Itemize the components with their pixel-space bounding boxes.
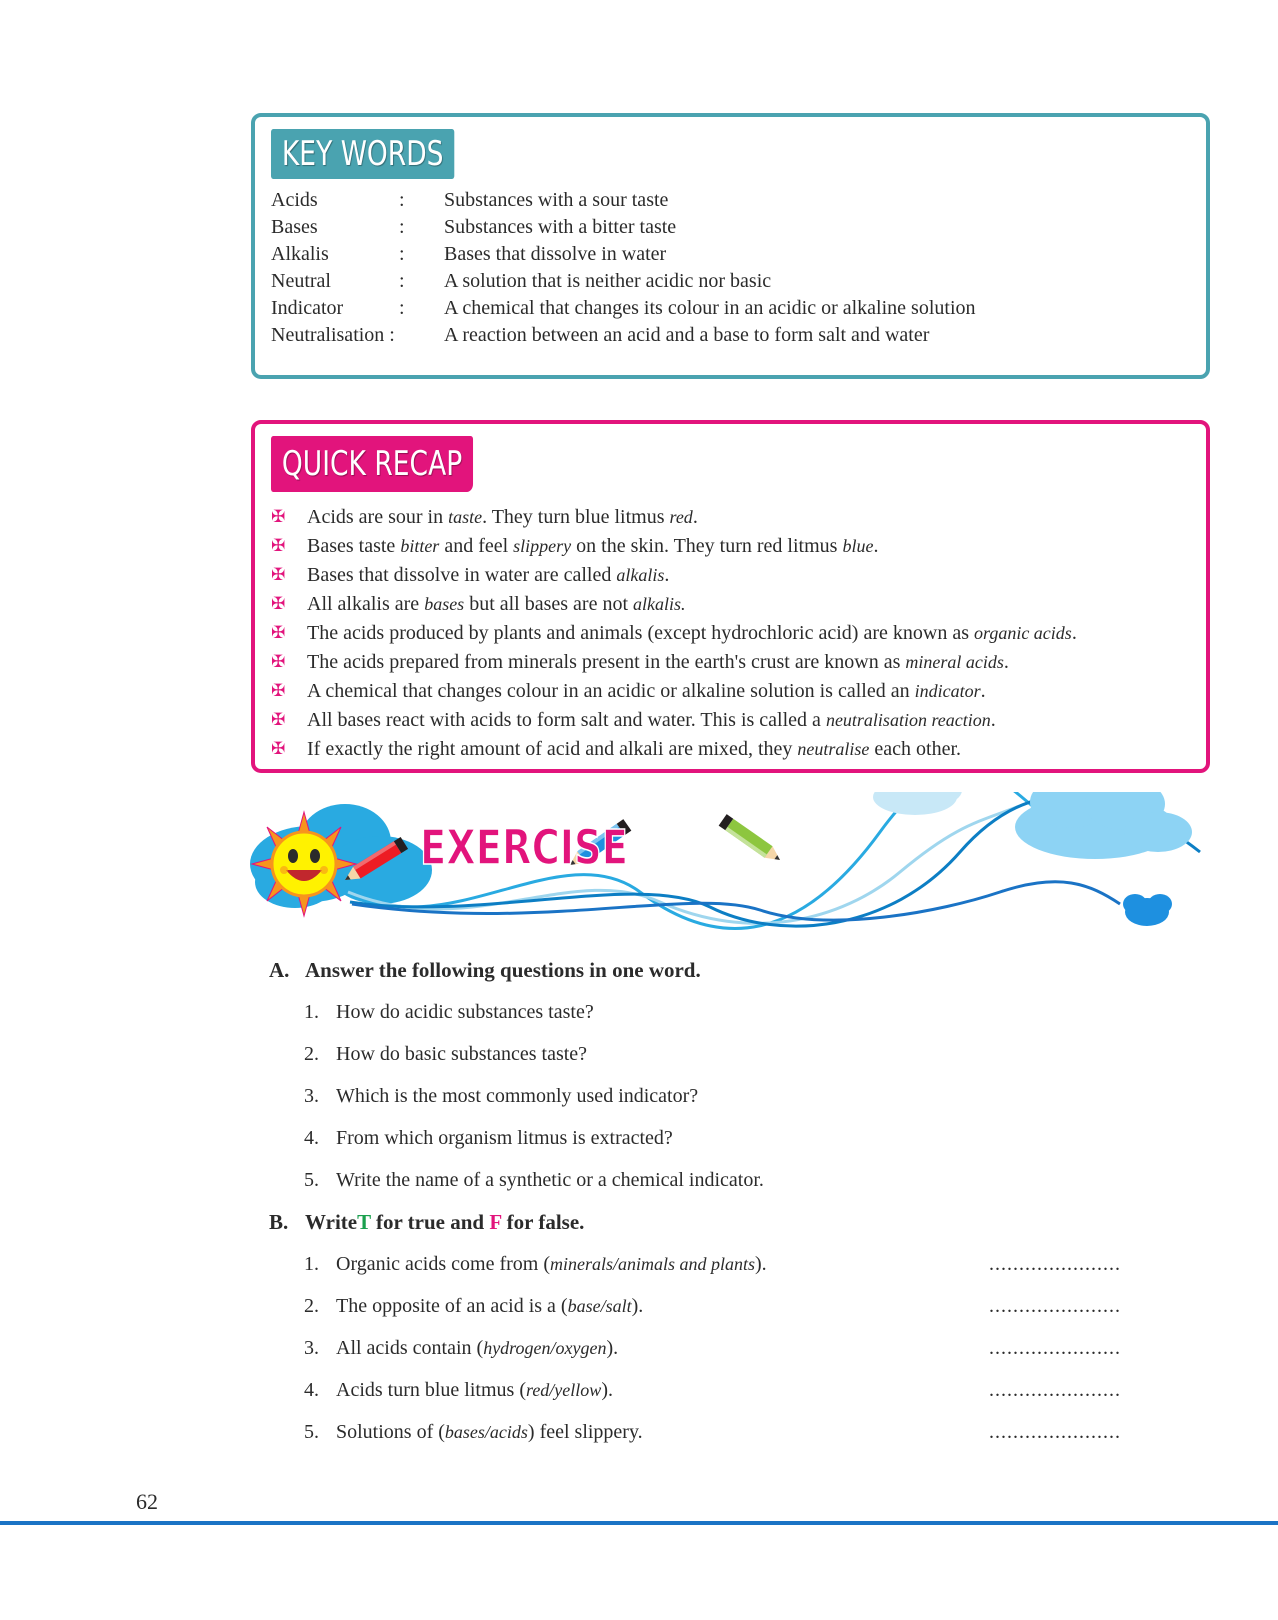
key-word-colon: :: [399, 243, 405, 265]
exercise-title: EXERCISE: [420, 820, 628, 877]
maltese-cross-icon: ✠: [271, 652, 286, 672]
key-word-term: Indicator: [271, 297, 344, 319]
key-words-box: [251, 113, 1210, 379]
key-word-definition: A solution that is neither acidic nor basic: [444, 270, 772, 292]
maltese-cross-icon: ✠: [271, 507, 286, 527]
key-word-definition: A chemical that changes its colour in an acidic or alkaline solution: [444, 297, 976, 319]
key-word-definition: Bases that dissolve in water: [444, 243, 667, 265]
quick-recap-title: QUICK RECAP: [271, 436, 473, 492]
key-word-definition: Substances with a bitter taste: [444, 216, 677, 238]
key-word-definition: Substances with a sour taste: [444, 189, 669, 211]
section-a-instruction: Answer the following questions in one word.: [305, 958, 701, 982]
quick-recap-box: QUICK RECAP ✠ Acids are sour in taste. They turn blue litmus red. ✠ Bases taste bitter and feel slippery on the skin. They turn red litmus blue. ✠ Bases that dissolve in water are called alkalis. ✠ All alkalis are bases but all bases are not alkalis. ✠ The acids produced by plants and animals (except hydrochloric acid) are known as organic acids. ✠ The acids prepared from minerals present in the earth's crust are known as mineral acids. ✠ A chemical that changes colour in an acidic or alkaline solution is called an indicator. ✠ All bases react with acids to form salt and water. This is called a neutralisation reaction. ✠ If exactly the right amount of acid and alkali are mixed, they neutralise each other.: [251, 420, 1210, 773]
key-word-colon: :: [399, 270, 405, 292]
key-word-term: Acids: [271, 189, 318, 211]
key-word-term: Neutralisation :: [271, 324, 395, 346]
maltese-cross-icon: ✠: [271, 536, 286, 556]
maltese-cross-icon: ✠: [271, 623, 286, 643]
answer-blank[interactable]: ......................: [989, 1379, 1121, 1401]
key-words-title: KEY WORDS: [271, 129, 454, 179]
bottom-rule: [0, 1521, 1278, 1525]
green-pencil-icon: [719, 814, 784, 866]
key-word-definition: A reaction between an acid and a base to form salt and water: [444, 324, 930, 346]
maltese-cross-icon: ✠: [271, 565, 286, 585]
exercise-banner: [240, 792, 1216, 960]
smiling-sun-icon: [252, 812, 356, 916]
key-word-colon: :: [399, 297, 405, 319]
answer-blank[interactable]: ......................: [989, 1295, 1121, 1317]
answer-blank[interactable]: ......................: [989, 1421, 1121, 1443]
key-word-term: Bases: [271, 216, 318, 238]
maltese-cross-icon: ✠: [271, 739, 286, 759]
key-word-colon: :: [399, 216, 405, 238]
answer-blank[interactable]: ......................: [989, 1337, 1121, 1359]
section-b-instruction: WriteT for true and F for false.: [305, 1210, 585, 1234]
key-word-colon: :: [399, 189, 405, 211]
small-cloud-icon: [873, 792, 962, 815]
page-number: 62: [136, 1489, 158, 1514]
right-cloud-icon: [1015, 792, 1192, 859]
maltese-cross-icon: ✠: [271, 594, 286, 614]
answer-blank[interactable]: ......................: [989, 1253, 1121, 1275]
blue-cloud-icon: [1123, 894, 1172, 926]
maltese-cross-icon: ✠: [271, 710, 286, 730]
key-word-term: Neutral: [271, 270, 331, 292]
maltese-cross-icon: ✠: [271, 681, 286, 701]
key-word-term: Alkalis: [271, 243, 329, 265]
